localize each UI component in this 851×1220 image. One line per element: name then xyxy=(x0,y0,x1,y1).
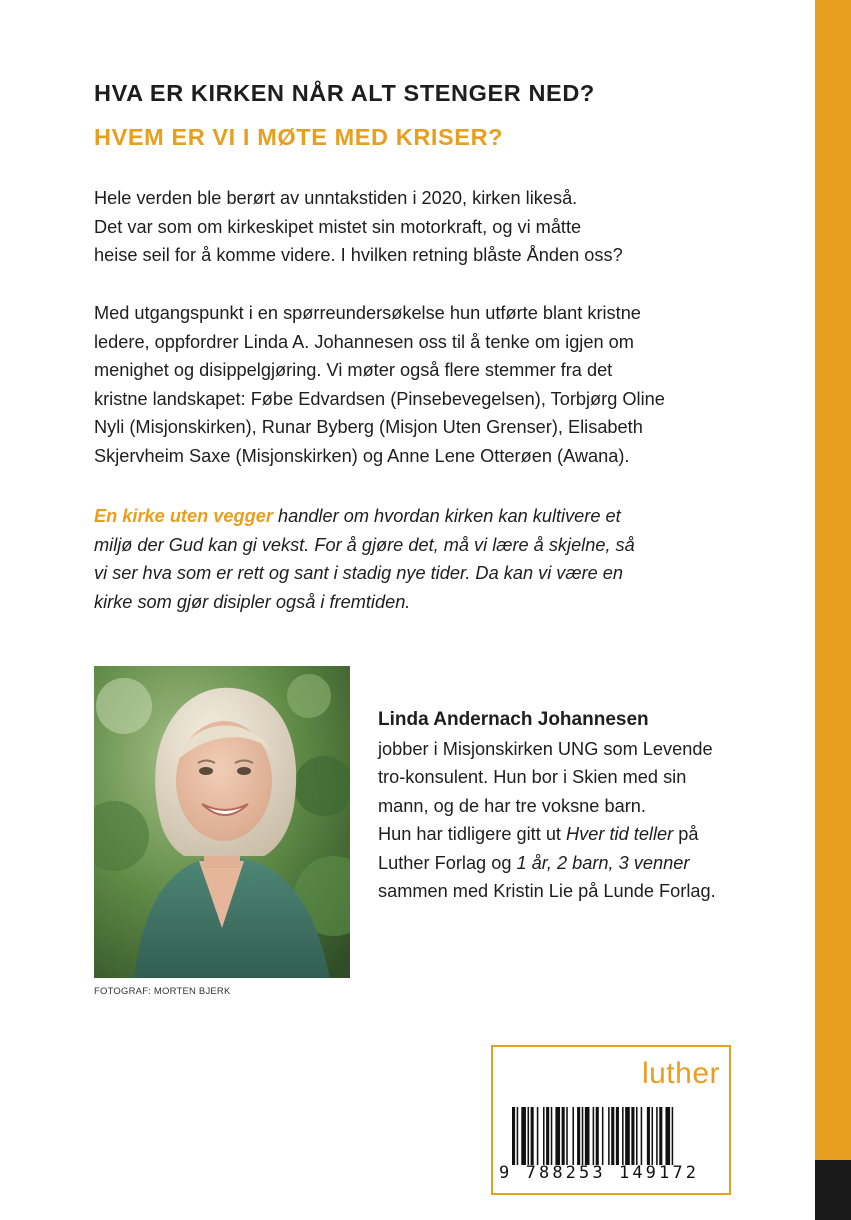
photo-credit: FOTOGRAF: MORTEN BJERK xyxy=(94,986,231,997)
bio-line xyxy=(378,849,798,878)
barcode-bar xyxy=(582,1107,584,1165)
barcode-bar xyxy=(625,1107,630,1165)
paragraph-line: Hele verden ble berørt av unntakstiden i 2020, kirken likeså. xyxy=(94,188,578,208)
barcode-bar xyxy=(593,1107,595,1165)
isbn-number: 9 788253 149172 xyxy=(499,1163,700,1183)
barcode-bar xyxy=(602,1107,604,1165)
paragraph-text: handler om hvordan kirken kan kultivere et xyxy=(272,506,621,526)
barcode-bar xyxy=(528,1107,530,1165)
paragraph-line: Med utgangspunkt i en spørreundersøkelse hun utførte blant kristne xyxy=(94,303,641,323)
barcode-bar xyxy=(566,1107,568,1165)
barcode-bar xyxy=(659,1107,662,1165)
headline-primary: HVA ER KIRKEN NÅR ALT STENGER NED? xyxy=(94,80,595,106)
paragraph-line: vi ser hva som er rett og sant i stadig nye tider. Da kan vi være en xyxy=(94,563,624,583)
barcode-bar xyxy=(546,1107,549,1165)
barcode-bar xyxy=(665,1107,670,1165)
barcode-bar xyxy=(555,1107,560,1165)
bio-line: mann, og de har tre voksne barn. xyxy=(378,795,646,816)
bio-line: sammen med Kristin Lie på Lunde Forlag. xyxy=(378,881,716,901)
barcode-bar xyxy=(543,1107,545,1165)
barcode-bar xyxy=(636,1107,638,1165)
barcode-bar xyxy=(551,1107,553,1165)
barcode-bar xyxy=(531,1107,534,1165)
paragraph-line: Skjervheim Saxe (Misjonskirken) og Anne Lene Otterøen (Awana). xyxy=(94,445,630,466)
book-title-reference: Hver tid teller xyxy=(566,824,674,844)
bio-line: jobber i Misjonskirken UNG som Levende xyxy=(378,738,713,759)
book-title: En kirke uten vegger xyxy=(94,506,273,526)
bio-text: Luther Forlag og xyxy=(378,852,517,873)
barcode-bar xyxy=(577,1107,580,1165)
description-paragraph xyxy=(94,299,694,470)
barcode-bar xyxy=(611,1107,614,1165)
barcode-bar xyxy=(631,1107,634,1165)
barcode-bar xyxy=(585,1107,590,1165)
bio-text: på xyxy=(673,824,699,844)
paragraph-line: ledere, oppfordrer Linda A. Johannesen oss til å tenke om igjen om xyxy=(94,331,634,352)
barcode-bar xyxy=(641,1107,643,1165)
barcode-bar xyxy=(512,1107,515,1165)
bio-line xyxy=(378,820,798,849)
intro-paragraph xyxy=(94,184,694,270)
barcode-bar xyxy=(608,1107,610,1165)
bio-text: Hun har tidligere gitt ut xyxy=(378,824,567,844)
paragraph-line: kirke som gjør disipler også i fremtiden. xyxy=(94,591,411,612)
barcode-panel xyxy=(491,1045,731,1195)
barcode-bar xyxy=(572,1107,574,1165)
paragraph-line: miljø der Gud kan gi vekst. For å gjøre det, må vi lære å skjelne, så xyxy=(94,534,635,555)
barcode-bar xyxy=(672,1107,674,1165)
barcode-bar xyxy=(647,1107,650,1165)
bio-line: tro-konsulent. Hun bor i Skien med sin xyxy=(378,767,687,787)
summary-paragraph xyxy=(94,502,694,616)
paragraph-line: Nyli (Misjonskirken), Runar Byberg (Misjon Uten Grenser), Elisabeth xyxy=(94,417,643,437)
barcode-bar xyxy=(596,1107,599,1165)
barcode-bar xyxy=(622,1107,624,1165)
spine-accent-strip xyxy=(815,0,851,1220)
barcode-bar xyxy=(656,1107,658,1165)
publisher-logo: luther xyxy=(641,1057,720,1090)
barcode-bar xyxy=(616,1107,619,1165)
barcode-bar xyxy=(537,1107,539,1165)
paragraph-line xyxy=(94,502,694,531)
paragraph-line: Det var som om kirkeskipet mistet sin motorkraft, og vi måtte xyxy=(94,216,582,237)
author-bio xyxy=(378,706,798,906)
paragraph-line: kristne landskapet: Føbe Edvardsen (Pinsebevegelsen), Torbjørg Oline xyxy=(94,388,665,409)
barcode-bar xyxy=(562,1107,565,1165)
author-name: Linda Andernach Johannesen xyxy=(378,709,649,730)
paragraph-line: menighet og disippelgjøring. Vi møter også flere stemmer fra det xyxy=(94,360,613,380)
book-title-reference: 1 år, 2 barn, 3 venner xyxy=(516,852,690,873)
author-portrait xyxy=(94,666,350,978)
paragraph-line: heise seil for å komme videre. I hvilken retning blåste Ånden oss? xyxy=(94,245,623,265)
spine-dark-block xyxy=(815,1160,851,1220)
barcode-icon xyxy=(512,1107,722,1165)
barcode-bar xyxy=(652,1107,654,1165)
headline-secondary: HVEM ER VI I MØTE MED KRISER? xyxy=(94,124,504,150)
barcode-bar xyxy=(517,1107,519,1165)
barcode-bar xyxy=(521,1107,526,1165)
